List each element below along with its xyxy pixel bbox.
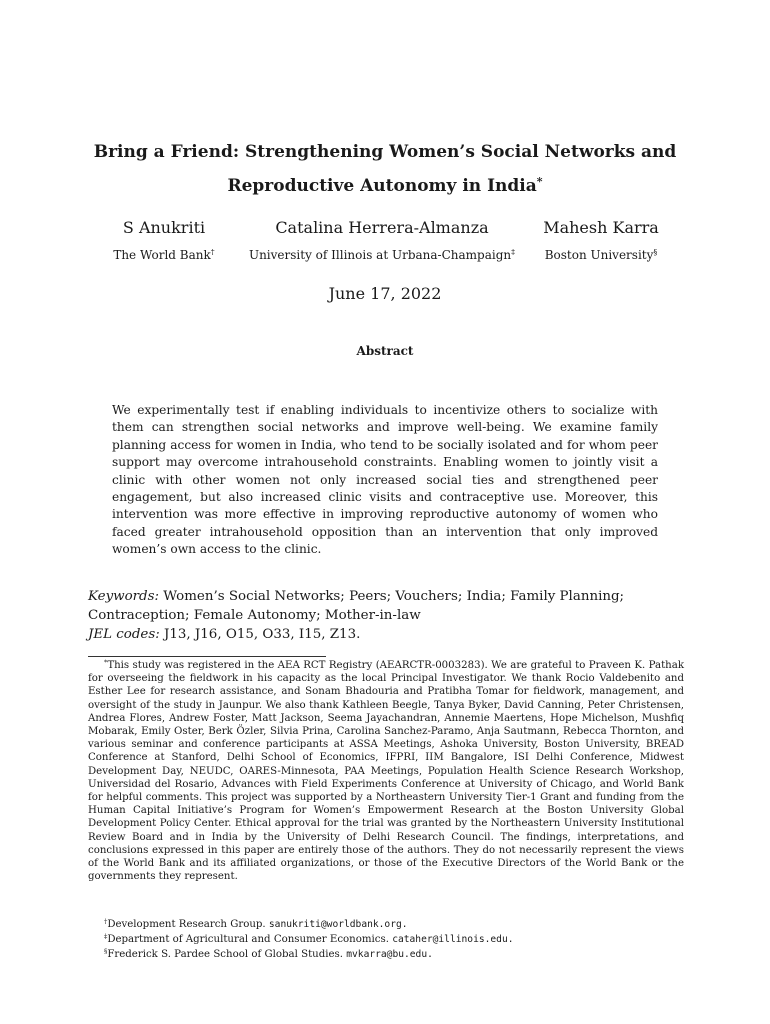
footnote-author-1: †Development Research Group. sanukriti@worldbank.org. xyxy=(104,917,408,930)
footnote-acknowledgements: *This study was registered in the AEA RCT Registry (AEARCTR-0003283). We are grateful to Praveen K. Pathak for overseeing the fieldwork in his capacity as the local Principal Investigator. We thank Rocio Valdebenito and Esther Lee for research assistance, and Sonam Bhadouria and Pratibha Tomar for fieldwork, management, and oversight of the study in Jaunpur. We also thank Kathleen Beegle, Tanya Byker, David Canning, Peter Christensen, Andrea Flores, Andrew Foster, Matt Jackson, Seema Jayachandran, Annemie Maertens, Hope Michelson, Mushfiq Mobarak, Emily Oster, Berk Özler, Silvia Prina, Carolina Sanchez-Paramo, Anja Sautmann, Rebecca Thornton, and various seminar and conference participants at ASSA Meetings, Ashoka University, Boston University, BREAD Conference at Stanford, Delhi School of Economics, IFPRI, IIM Bangalore, ISI Delhi Conference, Midwest Development Day, NEUDC, OARES-Minnesota, PAA Meetings, Population Health Science Research Workshop, Universidad del Rosario, Advances with Field Experiments Conference at University of Chicago, and World Bank for helpful comments. This project was supported by a Northeastern University Tier-1 Grant and funding from the Human Capital Initiative’s Program for Women’s Empowerment Research at the Boston University Global Development Policy Center. Ethical approval for the trial was granted by the Northeastern University Institutional Review Board and in India by the University of Delhi Research Council. The findings, interpretations, and conclusions expressed in this paper are entirely those of the authors. They do not necessarily represent the views of the World Bank and its affiliated organizations, or those of the Executive Directors of the World Bank or the governments they represent. xyxy=(88,658,684,883)
author-affiliation: Boston University§ xyxy=(544,247,658,262)
footnote-author-3: §Frederick S. Pardee School of Global Studies. mvkarra@bu.edu. xyxy=(104,947,433,960)
author-affiliation: The World Bank† xyxy=(113,247,215,262)
keywords-block xyxy=(88,587,684,644)
abstract-text: We experimentally test if enabling individuals to incentivize others to socialize with them can strengthen social networks and improve well-being. We examine family planning access for women in India, who tend to be socially isolated and for whom peer support may overcome intrahousehold constraints. Enabling women to jointly visit a clinic with other women not only increased social ties and strengthened peer engagement, but also increased clinic visits and contraceptive use. Moreover, this intervention was more effective in improving reproductive autonomy of women who faced greater intrahousehold opposition than an intervention that only improved women’s own access to the clinic. xyxy=(112,403,658,557)
jel-label: JEL codes: xyxy=(88,627,160,642)
email-address: mvkarra@bu.edu. xyxy=(346,949,433,960)
author-name: Catalina Herrera-Almanza xyxy=(275,218,489,237)
paper-date: June 17, 2022 xyxy=(328,284,442,303)
email-address: sanukriti@worldbank.org. xyxy=(268,919,408,930)
footnote-author-2: ‡Department of Agricultural and Consumer Economics. cataher@illinois.edu. xyxy=(104,932,514,945)
author-affiliation: University of Illinois at Urbana-Champaign‡ xyxy=(248,247,516,262)
keywords-text: Women’s Social Networks; Peers; Vouchers; India; Family Planning; Contraception; Female Autonomy; Mother-in-law xyxy=(88,589,625,623)
paper-title-line-1: Bring a Friend: Strengthening Women’s Social Networks and xyxy=(93,142,677,162)
abstract-heading: Abstract xyxy=(356,344,414,358)
email-address: cataher@illinois.edu. xyxy=(392,934,514,945)
footnote-rule xyxy=(88,656,326,657)
author-name: Mahesh Karra xyxy=(543,218,659,237)
author-name: S Anukriti xyxy=(122,218,206,237)
title-footnote-mark: * xyxy=(536,174,543,188)
keywords-label: Keywords: xyxy=(88,589,160,604)
paper-title-line-2: Reproductive Autonomy in India* xyxy=(227,174,543,196)
jel-codes: J13, J16, O15, O33, I15, Z13. xyxy=(164,627,361,642)
